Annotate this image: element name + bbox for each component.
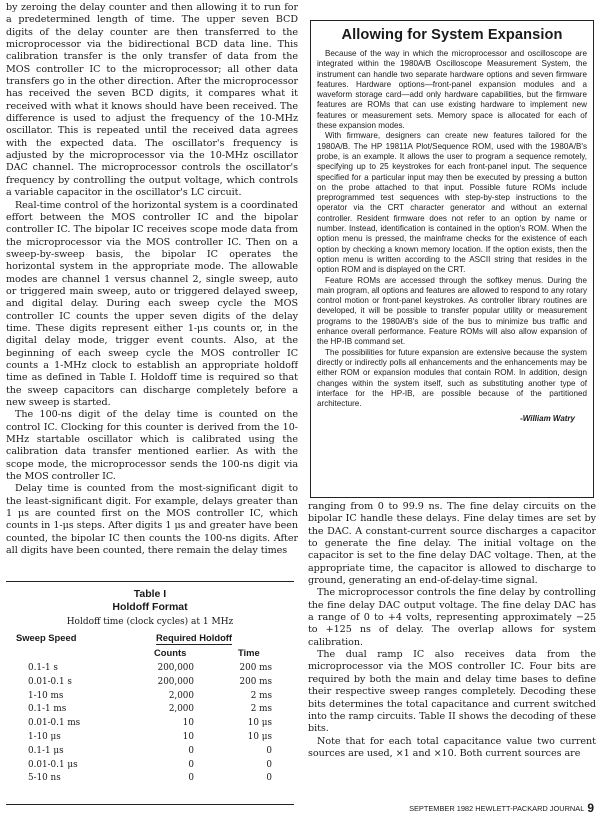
body-paragraph: Note that for each total capacitance value two current sources are used, ×1 and ×10. Both current sources are (308, 735, 596, 759)
cell-counts: 10 (182, 718, 194, 729)
table-body (6, 662, 294, 786)
cell-time: 0 (266, 773, 272, 784)
table-title: Holdoff Format (112, 601, 188, 613)
table-unit-note: Holdoff time (clock cycles) at 1 MHz (66, 617, 234, 627)
page-number: 9 (587, 801, 594, 815)
right-column (308, 501, 596, 799)
holdoff-table (6, 581, 294, 805)
cell-time: 2 ms (250, 690, 272, 701)
table-header (6, 632, 294, 660)
cell-time: 200 ms (239, 663, 272, 673)
cell-sweep-speed: 0.1-1 s (28, 663, 58, 673)
column-header-sweep-speed: Sweep Speed (16, 632, 77, 643)
cell-time: 10 μs (247, 731, 272, 742)
journal-name: SEPTEMBER 1982 HEWLETT-PACKARD JOURNAL (409, 804, 585, 813)
table-row (6, 703, 294, 717)
cell-time: 0 (266, 759, 272, 770)
column-header-time: Time (238, 647, 260, 658)
column-header-counts: Counts (154, 647, 187, 658)
cell-time: 200 ms (239, 676, 272, 687)
cell-sweep-speed: 0.01-0.1 s (28, 676, 72, 687)
table-row (6, 745, 294, 759)
sidebar-signature: -William Watry (520, 414, 575, 424)
cell-sweep-speed: 0.01-0.1 ms (28, 718, 81, 729)
sidebar-title: Allowing for System Expansion (341, 27, 563, 43)
body-paragraph: ranging from 0 to 99.9 ns. The fine delay circuits on the bipolar IC handle these delays. Fine delay times are set by the DAC. A constant-current source discharges a capacitor to generate the fine delay. The initial voltage on the capacitor is set to the fine delay DAC voltage. Then, at the appropriate time, the capacitor is allowed to discharge to ground, generating an end-of-delay-time signal. (308, 501, 596, 587)
cell-counts: 200,000 (157, 663, 194, 673)
cell-sweep-speed: 1-10 μs (28, 731, 61, 742)
cell-time: 10 μs (247, 718, 272, 729)
page-footer (380, 801, 594, 815)
cell-counts: 2,000 (168, 690, 194, 701)
sidebar-paragraph: Feature ROMs are accessed through the softkey menus. During the main program, all options and features are allowed to respond to any rotary control motion or front-panel keystrokes. As controller library routines are developed, it will be possible to transfer popular utility or measurement programs to the 1980A/B's side of the bus to minimize bus traffic and enhance overall performance. Feature ROMs will also allow expansion of the HP-IB command set. (317, 275, 587, 347)
table-row (6, 690, 294, 704)
cell-time: 0 (266, 745, 272, 756)
cell-sweep-speed: 0.1-1 μs (28, 745, 64, 756)
table-label: Table I (133, 588, 167, 600)
sidebar-paragraph: Because of the way in which the microprocessor and oscilloscope are integrated within the 1980A/B Oscilloscope Measurement System, the instrument can handle two separate hardware options and seven firmware features. Hardware options—front-panel expansion modules and a waveform storage card—add only hardware capabilities, but the firmware features are ROMs that can use existing hardware to implement new features or measurement sets. Memory space is allocated for each of these expansion modes. (317, 49, 587, 131)
body-paragraph: The 100-ns digit of the delay time is counted on the control IC. Clocking for this counter is derived from the 10-MHz startable oscillator which is calibrated using the calibration data transfer mentioned earlier. As with the scope mode, the microprocessor sends the 100-ns digit via the MOS controller IC. (6, 409, 298, 483)
cell-sweep-speed: 1-10 ms (28, 690, 64, 701)
cell-counts: 0 (188, 759, 194, 770)
cell-sweep-speed: 0.01-0.1 μs (28, 759, 78, 770)
body-paragraph: by zeroing the delay counter and then allowing it to run for a predetermined length of time. The upper seven BCD digits of the delay counter are then transferred to the microprocessor via the bidirectional BCD data line. This calibration transfer is the only transfer of data from the MOS controller IC to the microprocessor; all other data transfers go in the other direction. After the microprocessor has received the seven BCD digits, it compares what it received with what it knows should have been received. The difference is used to adjust the frequency of the 10-MHz oscillator. This is repeated until the received data agrees with the expected data. The oscillator's frequency is adjusted by the microprocessor via the 10-MHz oscillator DAC channel. The microprocessor controls the oscillator's frequency by controlling the output voltage, which controls a variable capacitor in the oscillator's LC circuit. (6, 2, 298, 199)
body-paragraph: Real-time control of the horizontal system is a coordinated effort between the MOS controller IC and the bipolar controller IC. The bipolar IC receives scope mode data from the microprocessor via the MOS controller IC. Then on a sweep-by-sweep basis, the bipolar IC operates the horizontal system in the appropriate mode. The allowable modes are channel 1 versus channel 2, single sweep, auto or triggered main sweep, auto or triggered delayed sweep, and digital delay. During each sweep cycle the MOS controller IC counts the upper seven digits of the delay time. These digits represent either 1-μs counts or, in the digital delay mode, trigger event counts. Also, at the beginning of each sweep cycle the MOS controller IC counts a 1-MHz clock to establish an appropriate holdoff time as defined in Table I. Holdoff time is required so that the sweep capacitors can discharge completely before a new sweep is started. (6, 199, 298, 408)
table-row (6, 717, 294, 731)
cell-sweep-speed: 0.1-1 ms (28, 704, 67, 715)
sidebar-box (310, 20, 594, 498)
sidebar-paragraph: With firmware, designers can create new features tailored for the 1980A/B. The HP 19811A Plot/Sequence ROM, used with the 1980A/B's probe, is an example. It allows the user to program a sequence remotely, specifying up to 25 keystrokes for each front-panel input. The sequence specified for a particular input may then be executed by pressing a button on the probe attached to that input. Possible future ROMs include preprogrammed test sequences with step-by-step instructions to the operator via the CRT character generator and without an external controller. Resident firmware does not refer to an option by name or number. Instead, identification is contained in the option's ROM. When the option menu is pressed, the mainframe checks for the existence of each option by checking a known memory location. If the option exists, then the option menu is written according to the ASCII string that resides in the option ROM and is displayed on the CRT. (317, 131, 587, 275)
left-column (6, 2, 298, 572)
table-row (6, 759, 294, 773)
table-row (6, 662, 294, 676)
body-paragraph: Delay time is counted from the most-significant digit to the least-significant digit. For example, delays greater than 1 μs are counted first on the MOS controller IC, which counts in 1-μs steps. After digits 1 μs and greater have been counted, the bipolar IC then counts the 100-ns digits. After all digits have been counted, there remain the delay times (6, 483, 298, 557)
table-row (6, 731, 294, 745)
body-paragraph: The dual ramp IC also receives data from the microprocessor via the MOS controller IC. Four bits are required by both the main and delay time bases to define their respective sweep ranges completely. Decoding these bits determines the total capacitance and current switched into the ramp circuits. Table II shows the decoding of these bits. (308, 649, 596, 735)
cell-counts: 2,000 (168, 704, 194, 715)
cell-counts: 200,000 (157, 676, 194, 687)
cell-sweep-speed: 5-10 ns (28, 773, 61, 784)
cell-counts: 10 (182, 731, 194, 742)
cell-counts: 0 (188, 745, 194, 756)
table-row (6, 676, 294, 690)
body-paragraph: The microprocessor controls the fine delay by controlling the fine delay DAC output voltage. The fine delay DAC has a range of 0 to +4 volts, representing approximately −25 to +125 ns of delay. The overlap allows for system calibration. (308, 587, 596, 648)
sidebar-paragraph: The possibilities for future expansion are extensive because the system directly or indirectly polls all enhancements and the enhancements may be either ROM or expansion modules that contain ROM. In addition, design changes within the system itself, such as substituting another type of interface for the HP-IB, are possible because of the partitioned architecture. (317, 347, 587, 409)
table-row (6, 772, 294, 786)
column-header-required-holdoff: Required Holdoff (156, 632, 233, 643)
cell-counts: 0 (188, 773, 194, 784)
cell-time: 2 ms (250, 704, 272, 715)
